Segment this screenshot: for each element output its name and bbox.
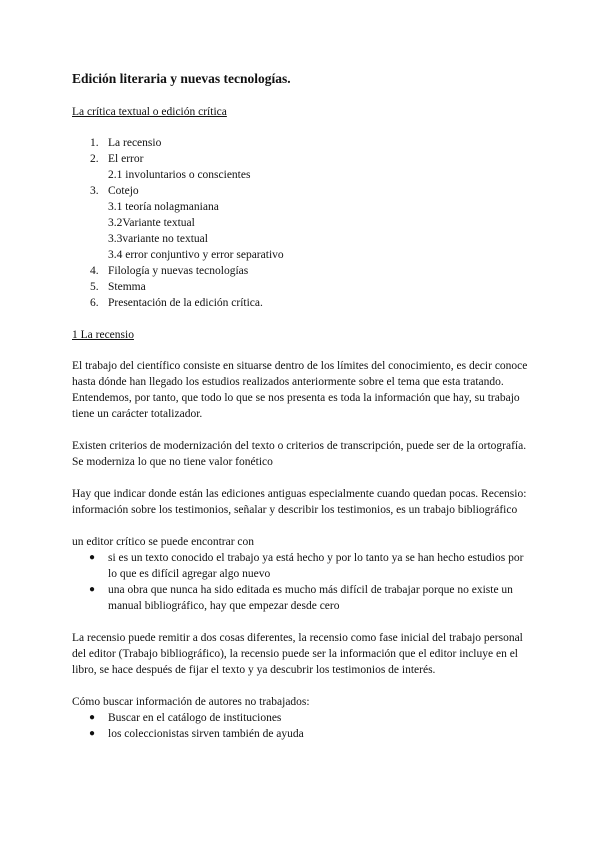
list-item: ● si es un texto conocido el trabajo ya está hecho y por lo tanto ya se han hecho estudios por lo que es difícil agregar algo nuevo bbox=[89, 552, 524, 580]
paragraph-intro: un editor crítico se puede encontrar con bbox=[72, 536, 255, 548]
bullet-icon: ● bbox=[89, 712, 96, 723]
toc-subitem: 3.1 teoría nolagmaniana bbox=[108, 201, 219, 213]
list-item: ● una obra que nunca ha sido editada es mucho más difícil de trabajar porque no existe un manual bibliográfico, hay que empezar desde cero bbox=[89, 584, 513, 612]
document-page bbox=[72, 70, 532, 742]
list-item: ● los coleccionistas sirven también de ayuda bbox=[89, 728, 304, 740]
paragraph: Hay que indicar donde están las ediciones antiguas especialmente cuando quedan pocas. Recensio: información sobre los testimonios, señalar y describir los testimonios, es un trabajo bibliográfico bbox=[72, 488, 527, 516]
list-item: ● Buscar en el catálogo de instituciones bbox=[89, 712, 282, 724]
toc-item: 3. Cotejo bbox=[90, 185, 139, 197]
bullet-list bbox=[72, 550, 532, 614]
toc-item: 2. El error bbox=[90, 153, 144, 165]
bullet-icon: ● bbox=[89, 552, 96, 563]
paragraph: El trabajo del científico consiste en situarse dentro de los límites del conocimiento, es decir conoce hasta dónde han llegado los estudios realizados anteriormente sobre el tema que esta tratando. Entendemos, por tanto, que todo lo que se nos presenta es toda la información que hay, su trabajo tiene un carácter totalizador. bbox=[72, 360, 528, 420]
bullet-icon: ● bbox=[89, 584, 96, 595]
bullet-icon: ● bbox=[89, 728, 96, 739]
document-title: Edición literaria y nuevas tecnologías. bbox=[72, 71, 291, 86]
toc-item: 6. Presentación de la edición crítica. bbox=[90, 297, 263, 309]
paragraph: Existen criterios de modernización del texto o criterios de transcripción, puede ser de la ortografía. Se moderniza lo que no tiene valor fonético bbox=[72, 440, 527, 468]
paragraph-intro: Cómo buscar información de autores no trabajados: bbox=[72, 696, 310, 708]
section-subtitle: La crítica textual o edición crítica bbox=[72, 106, 227, 118]
toc-subitem: 3.2Variante textual bbox=[108, 217, 195, 229]
toc-item: 5. Stemma bbox=[90, 281, 146, 293]
toc-item: 1. La recensio bbox=[90, 137, 162, 149]
paragraph: La recensio puede remitir a dos cosas diferentes, la recensio como fase inicial del trabajo personal del editor (Trabajo bibliográfico), la recensio puede ser la información que el editor incluye en el libro, se hace después de fijar el texto y ya descubrir los testimonios de interés. bbox=[72, 632, 523, 676]
toc-subitem: 2.1 involuntarios o conscientes bbox=[108, 169, 251, 181]
toc-subitem: 3.4 error conjuntivo y error separativo bbox=[108, 249, 284, 261]
section-heading: 1 La recensio bbox=[72, 329, 134, 341]
toc-subitem: 3.3variante no textual bbox=[108, 233, 208, 245]
bullet-list bbox=[72, 710, 532, 742]
toc-item: 4. Filología y nuevas tecnologías bbox=[90, 265, 249, 277]
table-of-contents bbox=[72, 135, 532, 311]
